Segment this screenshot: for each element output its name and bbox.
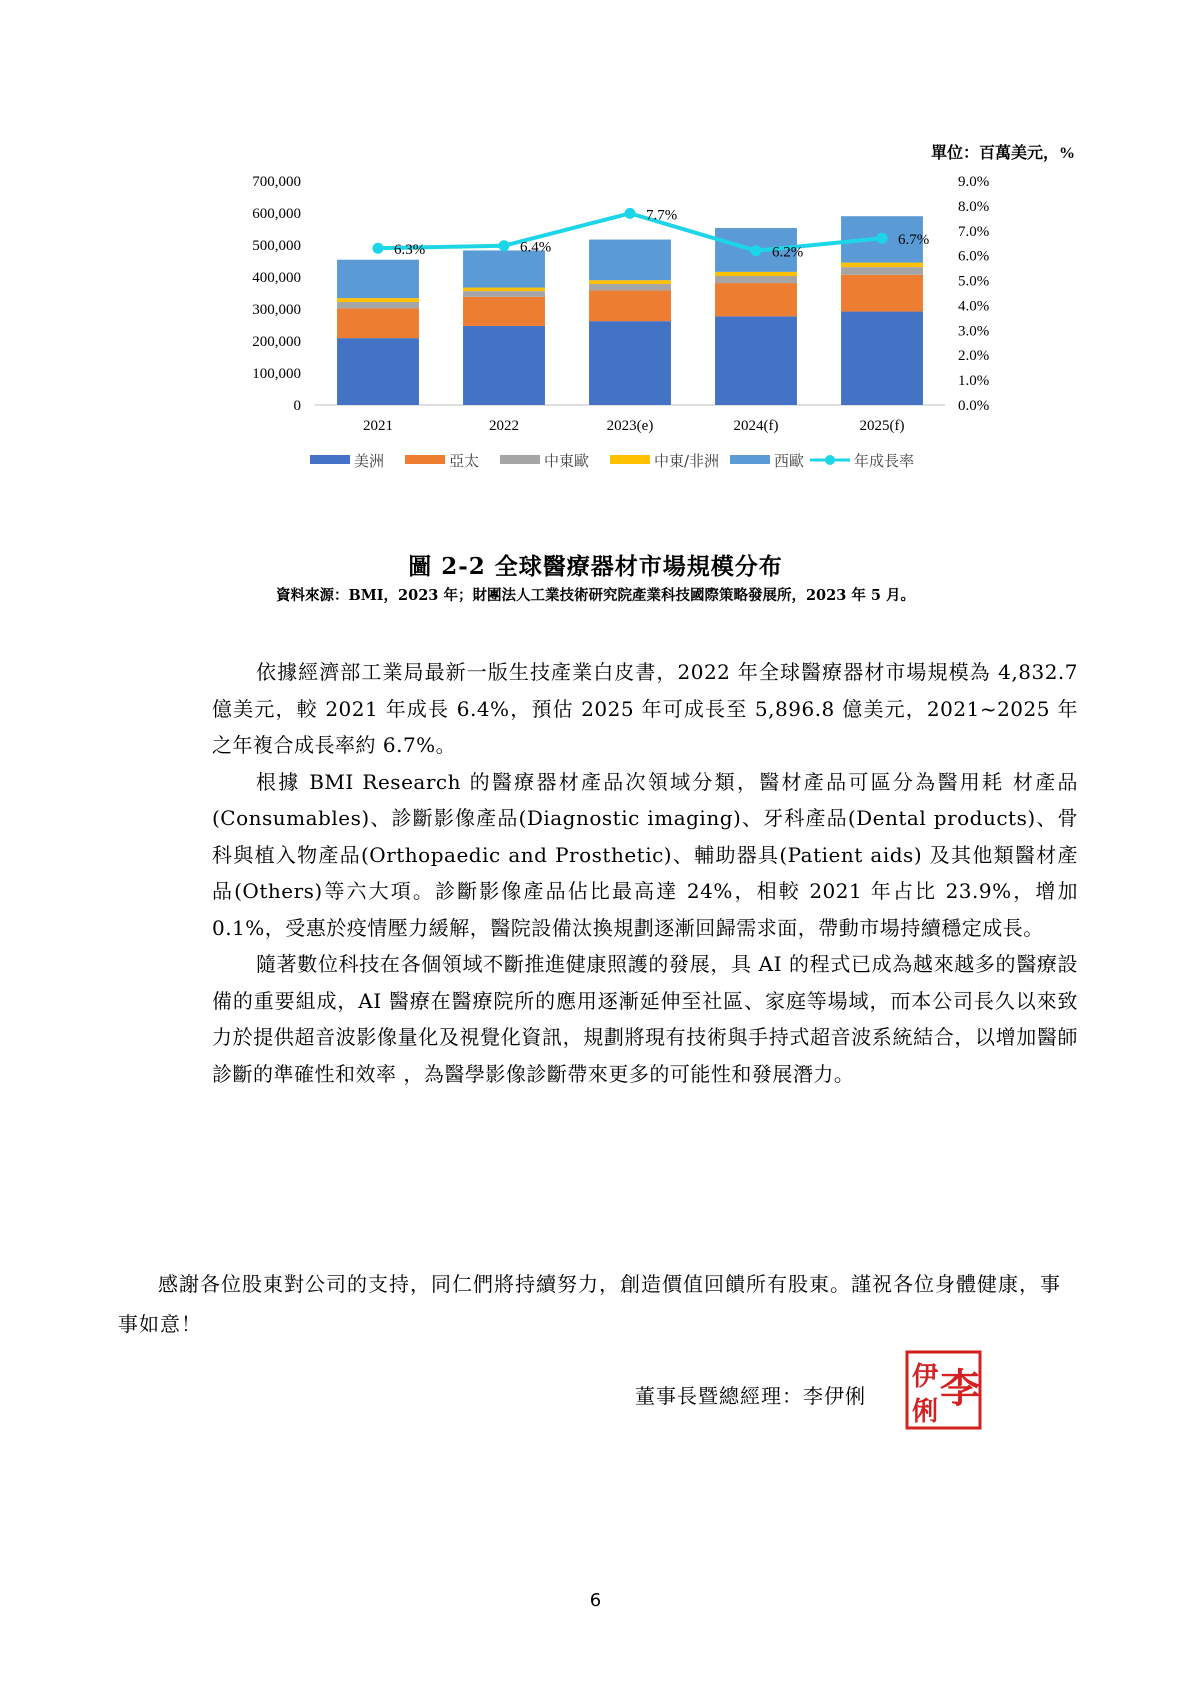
seal-char: 李 [940,1365,980,1412]
legend-swatch [825,455,835,465]
growth-rate-label: 7.7% [646,207,678,224]
right-axis-tick-label: 7.0% [958,223,990,240]
right-axis-tick-label: 4.0% [958,298,990,315]
growth-rate-point [877,233,888,244]
page-number: 6 [589,1590,602,1611]
bar-segment [589,280,671,284]
bar-segment [715,272,797,276]
legend-label: 年成長率 [854,452,915,470]
legend-label: 美洲 [354,452,385,470]
left-axis-tick-label: 500,000 [252,238,301,254]
market-size-chart [240,175,1020,495]
unit-note: 單位：百萬美元，% [930,145,1075,162]
bar-segment [463,291,545,297]
bar-segment [337,338,419,405]
legend-label: 中東/非洲 [654,452,720,470]
left-axis-tick-label: 400,000 [252,270,301,286]
left-axis-tick-label: 0 [293,398,301,414]
right-axis-tick-label: 3.0% [958,323,990,340]
seal-char: 俐 [911,1397,939,1427]
bar-segment [463,288,545,292]
legend-label: 西歐 [774,452,805,470]
bar-segment [589,284,671,290]
growth-rate-label: 6.4% [520,239,552,256]
bar-segment [463,250,545,287]
right-axis-tick-label: 2.0% [958,348,990,365]
growth-rate-label: 6.2% [772,244,804,261]
bar-segment [337,308,419,338]
bar-segment [463,297,545,326]
growth-rate-label: 6.3% [394,242,426,259]
figure-source: 資料來源：BMI，2023 年；財團法人工業技術研究院產業科技國際策略發展所，2023 年 5 月。 [275,587,916,604]
legend-label: 中東歐 [544,452,590,470]
left-axis-tick-label: 100,000 [252,366,301,382]
paragraph-product-segments: 根據 BMI Research 的醫療器材產品次領域分類，醫材產品可區分為醫用耗 材產品(Consumables)、診斷影像產品(Diagnostic imaging)、牙科產品(Dental products)、骨科與植入物產品(Orthopaedic and Prosthetic)、輔助器具(Patient aids) 及其他類醫材產品(Others)等六大項。診斷影像產品佔比最高達 24%，相較 2021 年占比 23.9%，增加 0.1%，受惠於疫情壓力緩解，醫院設備汰換規劃逐漸回歸需求面，帶動市場持續穩定成長。 [212,769,1078,940]
growth-rate-point [373,243,384,254]
bar-segment [841,267,923,275]
bar-segment [841,263,923,267]
legend-swatch [500,455,540,464]
legend-swatch [610,455,650,464]
seal-char: 伊 [911,1362,939,1392]
bar-segment [841,312,923,405]
bar-segment [589,321,671,405]
left-axis-tick-label: 700,000 [252,175,301,190]
growth-rate-point [625,208,636,219]
closing-remarks [118,1264,1078,1344]
growth-rate-point [499,240,510,251]
figure-title: 圖 2-2 全球醫療器材市場規模分布 [408,553,783,580]
bar-segment [337,260,419,298]
growth-rate-point [751,245,762,256]
legend-swatch [405,455,445,464]
x-axis-tick-label: 2023(e) [606,418,654,434]
right-axis-tick-label: 0.0% [958,398,990,414]
bar-segment [337,298,419,302]
bar-segment [841,275,923,312]
right-axis-tick-label: 6.0% [958,248,990,265]
paragraph-ai-outlook: 隨著數位科技在各個領域不斷推進健康照護的發展，具 AI 的程式已成為越來越多的醫療設備的重要組成，AI 醫療在醫療院所的應用逐漸延伸至社區、家庭等場域，而本公司長久以來致力於提供超音波影像量化及視覺化資訊，規劃將現有技術與手持式超音波系統結合，以增加醫師診斷的準確性和效率 ，為醫學影像診斷帶來更多的可能性和發展潛力。 [212,952,1078,1086]
right-axis-tick-label: 9.0% [958,175,990,190]
closing-text: 感謝各位股東對公司的支持，同仁們將持續努力，創造價值回饋所有股東。謹祝各位身體健康，事事如意！ [118,1272,1061,1336]
left-axis-tick-label: 300,000 [252,302,301,318]
bar-segment [589,290,671,321]
x-axis-tick-label: 2022 [489,418,519,434]
body-text [212,654,1078,1092]
x-axis-tick-label: 2024(f) [733,418,779,434]
bar-segment [715,283,797,316]
bar-segment [463,326,545,405]
bar-segment [589,240,671,281]
paragraph-market-size: 依據經濟部工業局最新一版生技產業白皮書，2022 年全球醫療器材市場規模為 4,832.7 億美元，較 2021 年成長 6.4%，預估 2025 年可成長至 5,896.8 億美元，2021~2025 年之年複合成長率約 6.7%。 [212,660,1078,757]
right-axis-tick-label: 8.0% [958,198,990,215]
left-axis-tick-label: 200,000 [252,334,301,350]
signature-line: 董事長暨總經理：李伊俐 [635,1384,866,1408]
x-axis-tick-label: 2021 [363,418,393,434]
chairman-seal-stamp [905,1350,982,1430]
legend-swatch [310,455,350,464]
x-axis-tick-label: 2025(f) [859,418,905,434]
bar-segment [715,316,797,405]
legend-label: 亞太 [449,452,480,470]
left-axis-tick-label: 600,000 [252,206,301,222]
right-axis-tick-label: 5.0% [958,273,990,290]
right-axis-tick-label: 1.0% [958,373,990,390]
bar-segment [715,276,797,283]
legend-swatch [730,455,770,464]
growth-rate-label: 6.7% [898,232,930,249]
bar-segment [337,302,419,308]
